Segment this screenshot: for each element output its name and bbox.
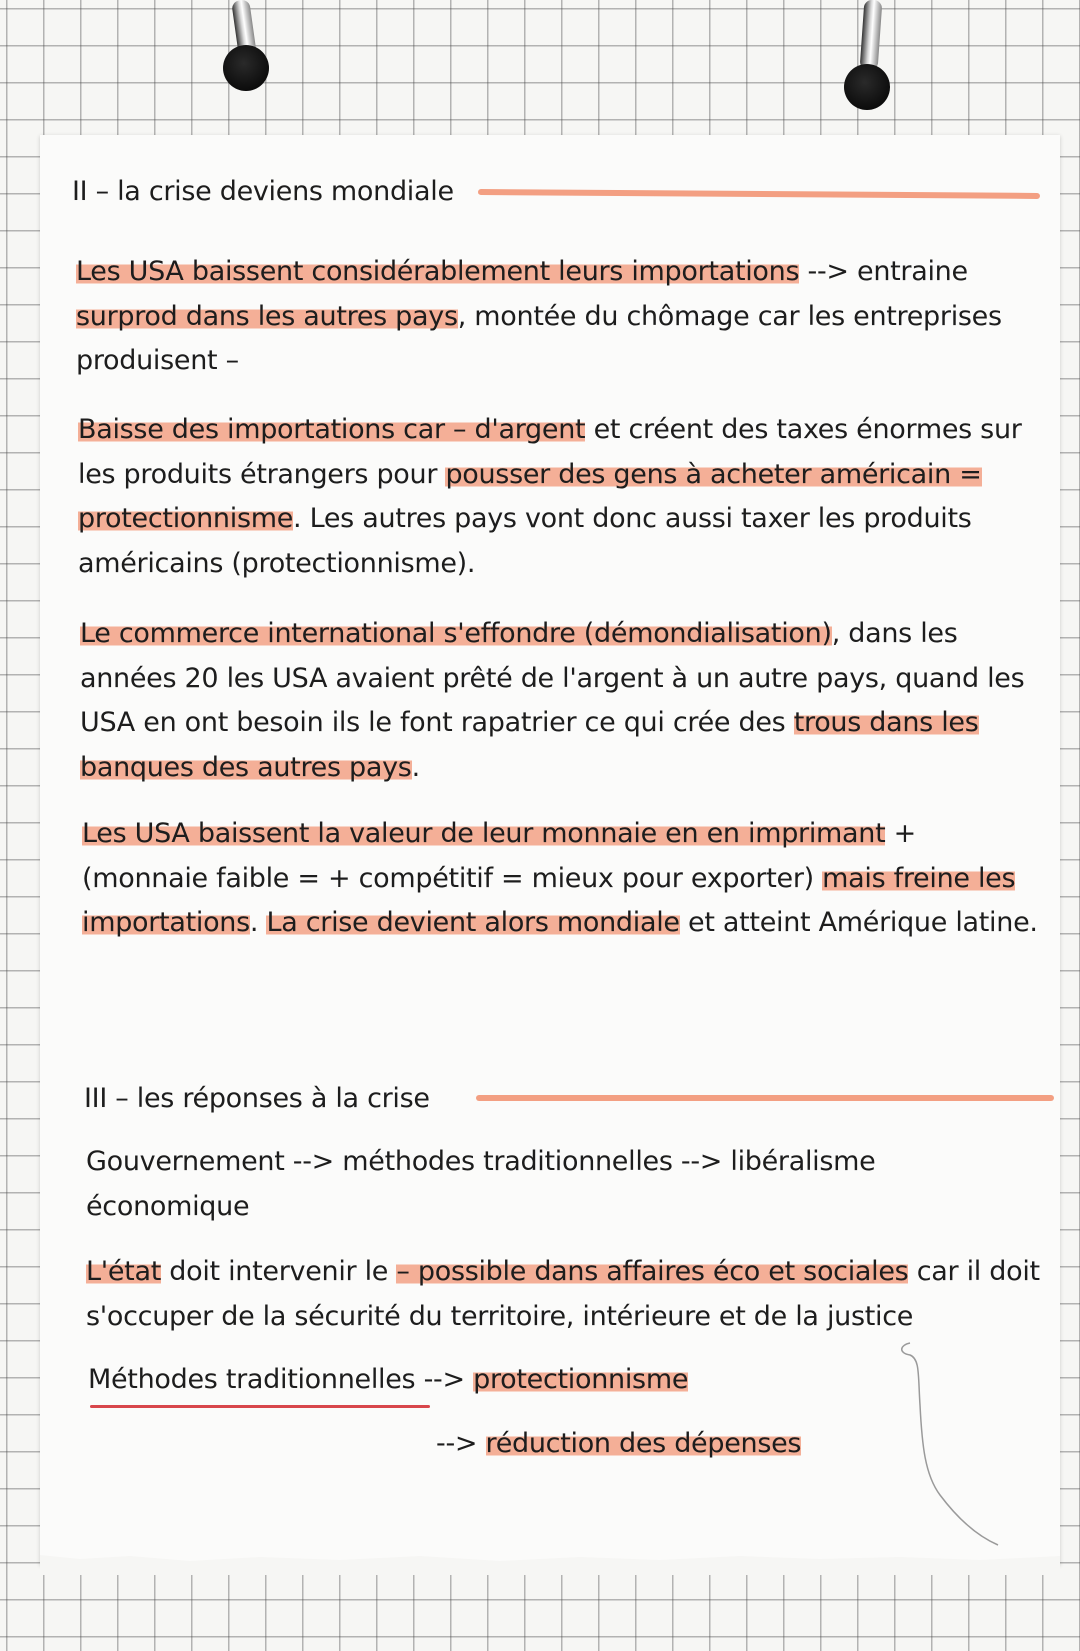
text: + (monnaie faible = + compétitif = mieux pour exporter)	[82, 818, 916, 894]
binder-ring-right	[844, 64, 890, 110]
binder-ring-left	[223, 45, 269, 91]
text: car il doit s'occuper de la sécurité du territoire, intérieure et de la justice	[86, 1256, 1040, 1332]
text: . Les autres pays vont donc aussi taxer les produits américains (protectionnisme).	[78, 503, 972, 579]
section-2-paragraph-3	[80, 612, 1040, 790]
highlight: mais freine les importations	[82, 862, 1016, 938]
highlight: protectionnisme	[473, 1364, 689, 1395]
section-3-paragraph-2	[86, 1250, 1046, 1339]
highlight: trous dans les banques des autres pays	[80, 707, 979, 783]
highlight: Les USA baissent la valeur de leur monnaie en en imprimant	[82, 818, 886, 849]
section-3-title-text: III – les réponses à la crise	[84, 1083, 430, 1114]
text: doit intervenir le	[161, 1256, 397, 1287]
highlight: pousser des gens à acheter américain = protectionnisme	[78, 458, 982, 534]
section-3-paragraph-3-line-2	[436, 1422, 936, 1467]
section-2-paragraph-1	[76, 250, 1036, 384]
section-2-title-text: II – la crise deviens mondiale	[72, 176, 454, 207]
highlight: réduction des dépenses	[485, 1428, 802, 1459]
binder-ring-right-stem	[860, 0, 883, 71]
label-red-underline	[90, 1405, 430, 1408]
text: --> entraine	[799, 256, 968, 287]
torn-edge	[40, 1555, 1060, 1575]
highlight: Baisse des importations car – d'argent	[78, 414, 586, 445]
highlight: surprod dans les autres pays	[76, 300, 458, 332]
highlight: Le commerce international s'effondre (démondialisation)	[80, 618, 832, 649]
section-3-title-underline	[476, 1095, 1054, 1101]
highlight: Les USA baissent considérablement leurs importations	[76, 256, 800, 287]
arrow-text: -->	[415, 1364, 474, 1395]
highlight: La crise devient alors mondiale	[266, 907, 680, 938]
arrow-text: -->	[436, 1428, 486, 1459]
highlight: L'état	[86, 1256, 161, 1287]
section-2-paragraph-2	[78, 408, 1038, 586]
text: , montée du chômage car les entreprises produisent –	[76, 300, 1002, 376]
text: Gouvernement --> méthodes traditionnelles --> libéralisme économique	[86, 1146, 876, 1222]
text: , dans les années 20 les USA avaient prêté de l'argent à un autre pays, quand les USA en ont besoin ils le font rapatrier ce qui crée des	[80, 618, 1025, 738]
section-3-paragraph-1	[86, 1140, 1046, 1229]
text: .	[249, 907, 267, 938]
label-underlined: Méthodes traditionnelles	[88, 1364, 416, 1395]
highlight: – possible dans affaires éco et sociales	[396, 1256, 909, 1287]
pencil-stroke	[880, 1335, 1020, 1555]
section-2-paragraph-4	[82, 812, 1042, 946]
text: et atteint Amérique latine.	[679, 907, 1038, 938]
text: et créent des taxes énormes sur les produits étrangers pour	[78, 414, 1022, 490]
text: .	[411, 751, 420, 783]
